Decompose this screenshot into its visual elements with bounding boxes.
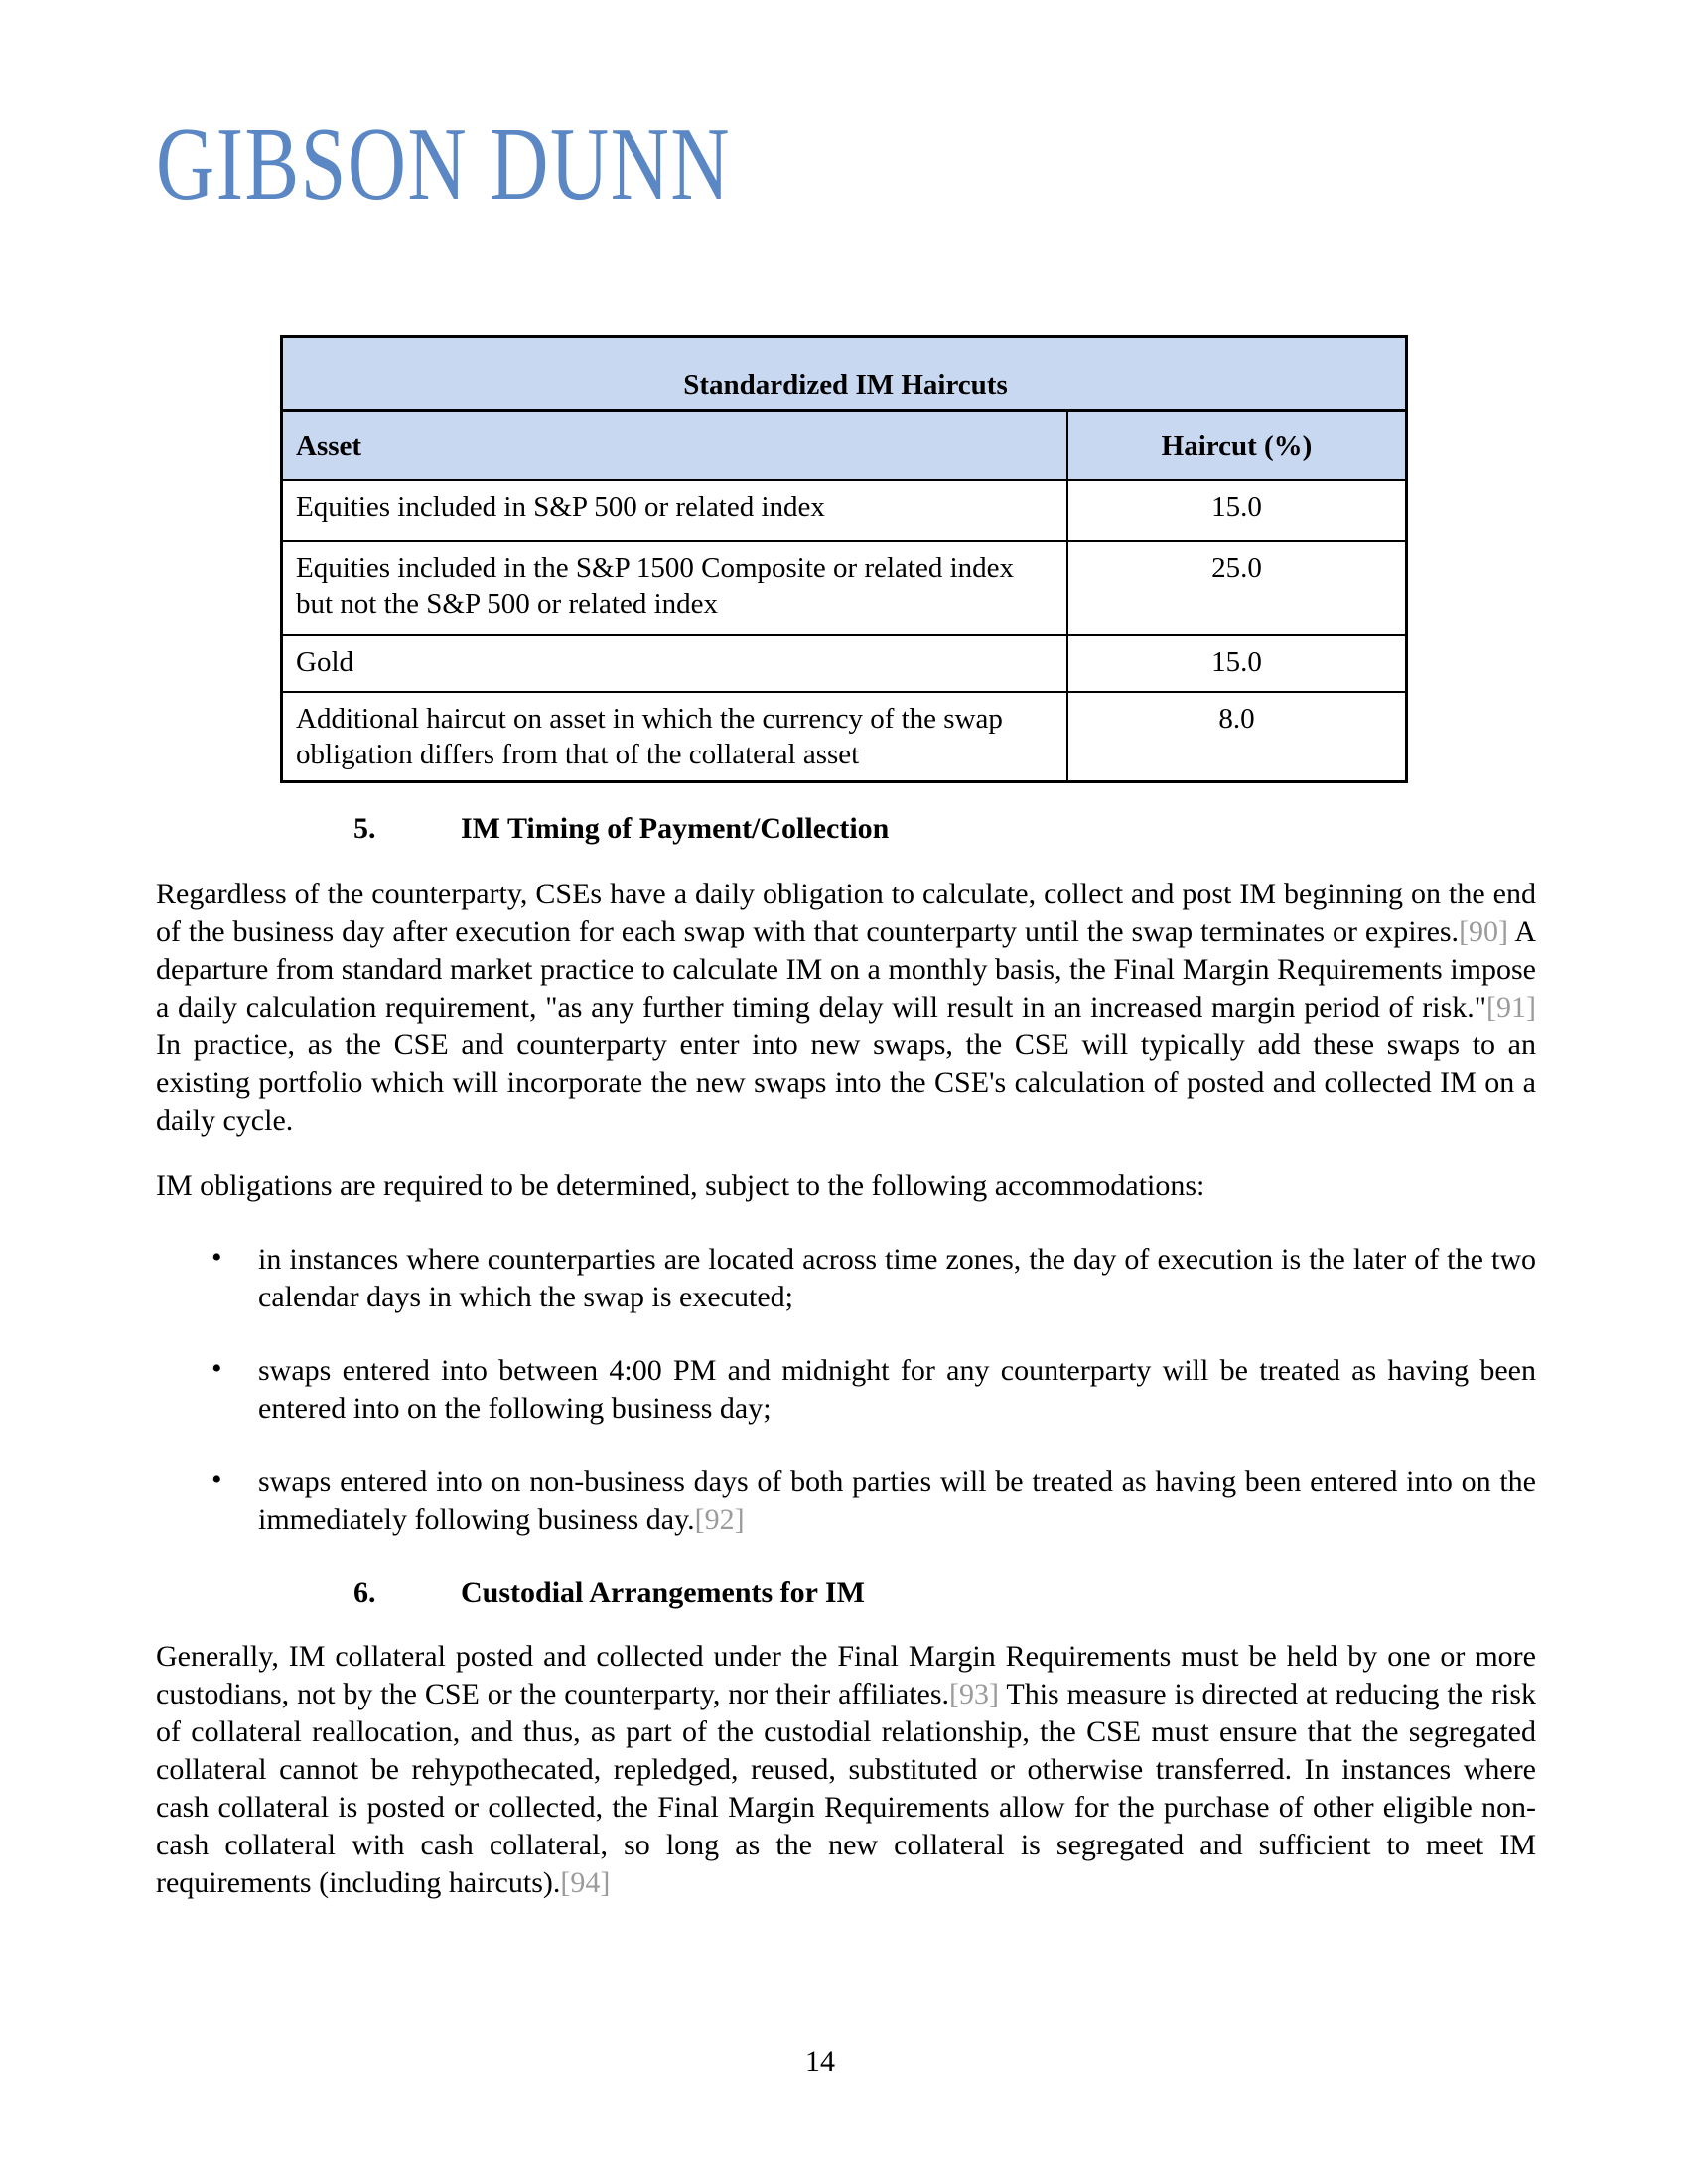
footnote-ref[interactable]: [91] <box>1486 991 1536 1024</box>
column-header-asset: Asset <box>282 411 1068 480</box>
table-row <box>282 541 1407 635</box>
footnote-ref[interactable]: [94] <box>560 1866 611 1899</box>
table-title-row <box>282 337 1407 411</box>
footnote-ref[interactable]: [90] <box>1459 915 1509 948</box>
paragraph-custodial <box>156 1638 1536 1902</box>
paragraph-im-timing <box>156 876 1536 1140</box>
text-segment: swaps entered into between 4:00 PM and midnight for any counterparty will be treated as having been entered into on the following business day; <box>258 1354 1536 1425</box>
bullet-icon: • <box>211 1463 222 1496</box>
text-segment: Regardless of the counterparty, CSEs have a daily obligation to calculate, collect and post IM beginning on the end of the business day after execution for each swap with that counterparty until the swap terminates or expires. <box>156 878 1536 948</box>
table-header-row <box>282 411 1407 480</box>
page-number: 14 <box>805 2045 835 2078</box>
text-segment: In practice, as the CSE and counterparty enter into new swaps, the CSE will typically add these swaps to an existing portfolio which will incorporate the new swaps into the CSE's calculation of posted and collected IM on a daily cycle. <box>156 1028 1536 1137</box>
cell-asset: Additional haircut on asset in which the currency of the swap obligation differs from that of the collateral asset <box>282 692 1068 782</box>
text-segment: in instances where counterparties are located across time zones, the day of execution is the later of the two calendar days in which the swap is executed; <box>258 1243 1536 1313</box>
bullet-icon: • <box>211 1352 222 1385</box>
text-segment: swaps entered into on non-business days of both parties will be treated as having been entered into on the immediately following business day. <box>258 1465 1536 1536</box>
section-heading-6 <box>156 1574 1536 1612</box>
cell-haircut: 15.0 <box>1067 480 1407 541</box>
list-item <box>156 1463 1536 1539</box>
cell-asset: Equities included in S&P 500 or related index <box>282 480 1068 541</box>
text-segment: A departure from standard market practice to calculate IM on a monthly basis, the Final Margin Requirements impose a daily calculation requirement, "as any further timing delay will result in an increased margin period of risk." <box>156 915 1536 1024</box>
section-title: Custodial Arrangements for IM <box>461 1576 865 1609</box>
body-text-block <box>156 810 1536 1930</box>
list-item <box>156 1241 1536 1316</box>
cell-haircut: 8.0 <box>1067 692 1407 782</box>
section-number: 6. <box>353 1576 376 1609</box>
table-row <box>282 635 1407 692</box>
cell-asset: Gold <box>282 635 1068 692</box>
bullet-text <box>258 1354 1536 1425</box>
gibson-dunn-logo: GIBSON DUNN <box>156 105 732 221</box>
column-header-haircut: Haircut (%) <box>1067 411 1407 480</box>
bullet-icon: • <box>211 1241 222 1274</box>
text-segment: Generally, IM collateral posted and collected under the Final Margin Requirements must be held by one or more custodians, not by the CSE or the counterparty, nor their affiliates. <box>156 1640 1536 1710</box>
haircuts-table <box>280 335 1408 783</box>
bullet-text <box>258 1465 1536 1536</box>
section-heading-5 <box>156 810 1536 848</box>
list-item <box>156 1352 1536 1428</box>
footnote-ref[interactable]: [92] <box>694 1503 745 1536</box>
section-number: 5. <box>353 812 376 845</box>
table-row <box>282 692 1407 782</box>
cell-asset: Equities included in the S&P 1500 Composite or related index but not the S&P 500 or related index <box>282 541 1068 635</box>
section-title: IM Timing of Payment/Collection <box>461 812 890 845</box>
paragraph-im-obligations: IM obligations are required to be determined, subject to the following accommodations: <box>156 1169 1205 1202</box>
cell-haircut: 25.0 <box>1067 541 1407 635</box>
bullet-text <box>258 1243 1536 1313</box>
footnote-ref[interactable]: [93] <box>949 1678 1000 1710</box>
cell-haircut: 15.0 <box>1067 635 1407 692</box>
table-row <box>282 480 1407 541</box>
table-title: Standardized IM Haircuts <box>282 337 1407 411</box>
text-segment: This measure is directed at reducing the risk of collateral reallocation, and thus, as part of the custodial relationship, the CSE must ensure that the segregated collateral cannot be rehypothecated, repledged, reused, substituted or otherwise transferred. In instances where cash collateral is posted or collected, the Final Margin Requirements allow for the purchase of other eligible non-cash collateral with cash collateral, so long as the new collateral is segregated and sufficient to meet IM requirements (including haircuts). <box>156 1678 1536 1899</box>
